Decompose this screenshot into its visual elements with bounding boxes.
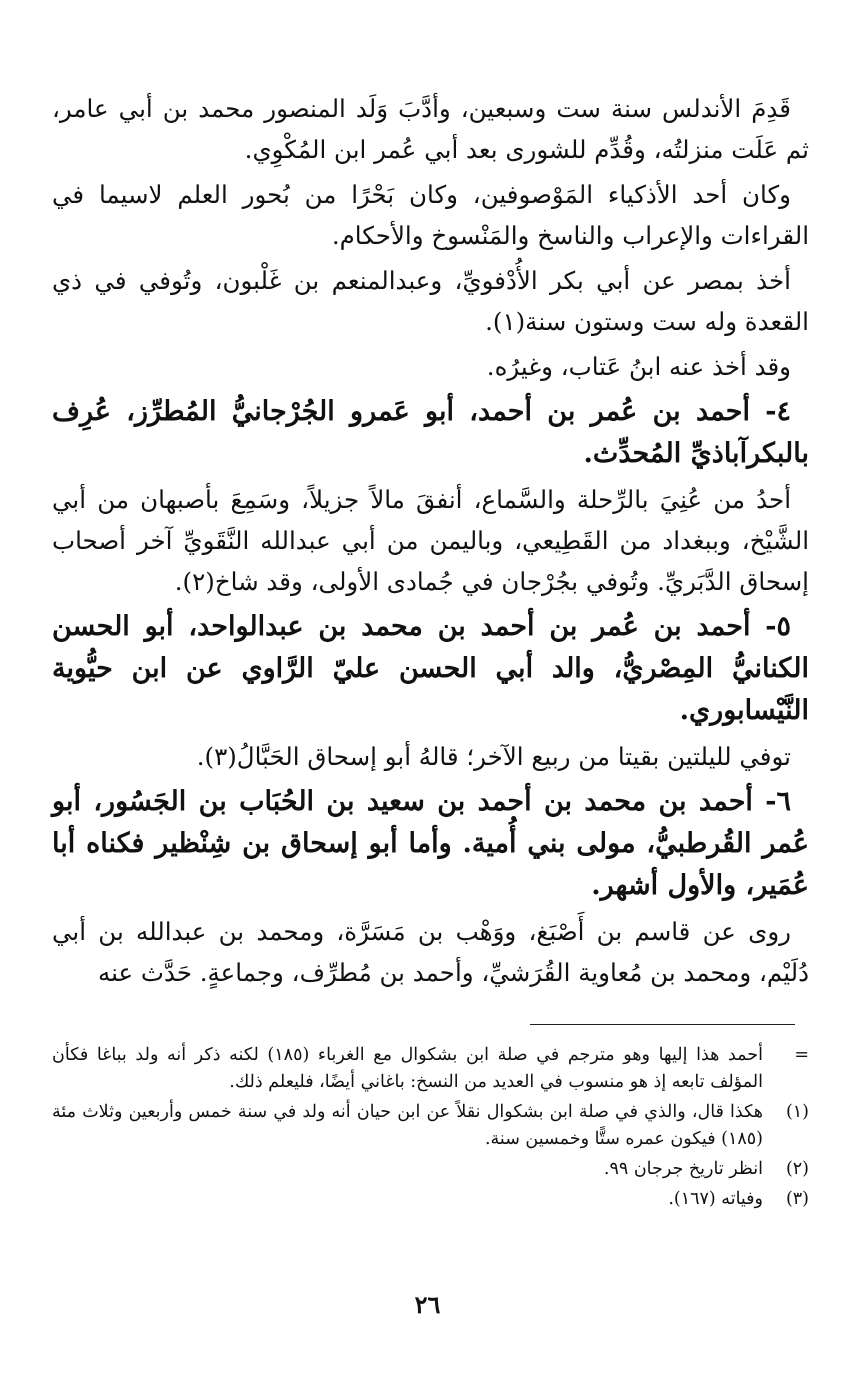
footnotes [52, 1042, 809, 1216]
paragraph: وقد أخذ عنه ابنُ عَتاب، وغيرُه. [486, 352, 791, 381]
footnote [52, 1156, 809, 1183]
footnote [52, 1099, 809, 1153]
footnote [52, 1042, 809, 1096]
entry-heading: ٤- أحمد بن عُمر بن أحمد، أبو عَمرو الجُرْجانيُّ المُطرِّز، عُرِف بالبكرآباذيِّ المُحدِّث. [52, 396, 809, 469]
main-text [52, 88, 809, 993]
footnote-marker: (٣) [785, 1189, 809, 1209]
entry-heading: ٦- أحمد بن محمد بن أحمد بن سعيد بن الحُبَاب بن الجَسُور، أبو عُمر القُرطبيُّ، مولى بني أُمية. وأما أبو إسحاق بن شِنْظير فكناه أبا عُمَير، والأول أشهر. [52, 786, 809, 901]
footnote-marker: = [794, 1045, 809, 1065]
footnote-text: أحمد هذا إليها وهو مترجم في صلة ابن بشكوال مع الغرباء (١٨٥) لكنه ذكر أنه ولد بباغا فكأن المؤلف تابعه إذ هو منسوب في العديد من النسخ: باغاني أيضًا، فليعلم ذلك. [52, 1045, 763, 1092]
footnote-divider [530, 1024, 795, 1025]
entry-heading: ٥- أحمد بن عُمر بن أحمد بن محمد بن عبدالواحد، أبو الحسن الكنانيُّ المِصْريُّ، والد أبي الحسن عليّ الرَّاوي عن ابن حيُّوية النَّيْسابوري. [52, 611, 809, 726]
paragraph: أخذ بمصر عن أبي بكر الأُدْفويِّ، وعبدالمنعم بن غَلْبون، وتُوفي في ذي القعدة وله ست وستون سنة(١). [52, 266, 809, 336]
paragraph: توفي لليلتين بقيتا من ربيع الآخر؛ قالهُ أبو إسحاق الحَبَّالُ(٣). [196, 742, 791, 771]
footnote-text: وفياته (١٦٧). [668, 1189, 763, 1209]
paragraph: روى عن قاسم بن أَصْبَغ، ووَهْب بن مَسَرَّة، ومحمد بن عبدالله بن أبي دُلَيْم، ومحمد بن مُعاوية القُرَشيِّ، وأحمد بن مُطرِّف، وجماعةٍ. حَدَّث عنه [52, 917, 809, 987]
footnote-marker: (٢) [785, 1159, 809, 1179]
paragraph: أحدُ من عُنِيَ بالرِّحلة والسَّماع، أنفقَ مالاً جزيلاً، وسَمِعَ بأصبهان من أبي الشَّيْخ، وببغداد من القَطِيعي، وباليمن من أبي عبدالله النَّقَويِّ آخر أصحاب إسحاق الدَّبَريِّ. وتُوفي بجُرْجان في جُمادى الأولى، وقد شاخ(٢). [52, 485, 809, 596]
footnote-marker: (١) [785, 1102, 809, 1122]
paragraph: وكان أحد الأذكياء المَوْصوفين، وكان بَحْرًا من بُحور العلم لاسيما في القراءات والإعراب والناسخ والمَنْسوخ والأحكام. [52, 180, 809, 250]
footnote-text: انظر تاريخ جرجان ٩٩. [603, 1159, 763, 1179]
footnote [52, 1186, 809, 1213]
footnote-text: هكذا قال، والذي في صلة ابن بشكوال نقلاً عن ابن حيان أنه ولد في سنة خمس وأربعين وثلاث مئة (١٨٥) فيكون عمره ستًّا وخمسين سنة. [52, 1102, 763, 1149]
page-number: ٢٦ [414, 1290, 441, 1319]
paragraph: قَدِمَ الأندلس سنة ست وسبعين، وأدَّبَ وَلَد المنصور محمد بن أبي عامر، ثم عَلَت منزلتُه، وقُدِّم للشورى بعد أبي عُمر ابن المُكْوِي. [52, 94, 809, 164]
